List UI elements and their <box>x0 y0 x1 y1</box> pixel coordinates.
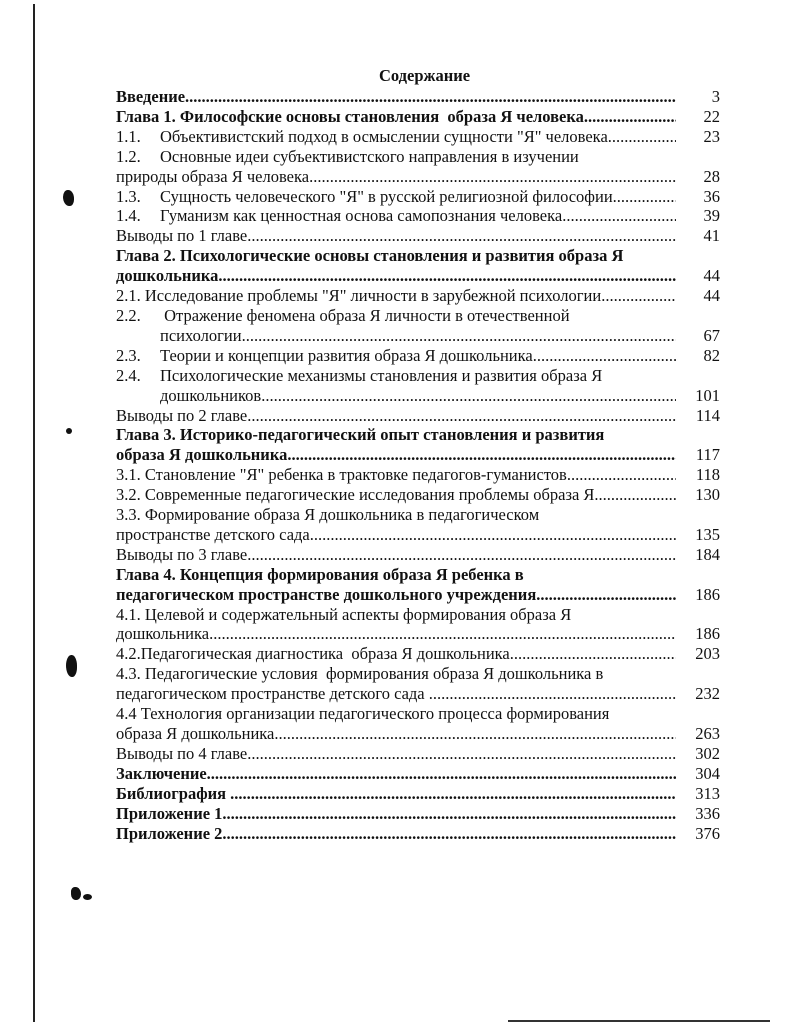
toc-page-number: 336 <box>695 803 720 823</box>
dot-leader <box>310 525 676 545</box>
toc-page-number: 304 <box>695 763 720 783</box>
toc-entry-number: 2.3. <box>116 345 141 365</box>
dot-leader <box>209 624 676 644</box>
dot-leader <box>594 485 676 505</box>
toc-entry <box>116 565 720 605</box>
toc-page-number: 130 <box>695 485 720 505</box>
toc-entry-text: дошкольника <box>116 624 210 644</box>
toc-page-number: 82 <box>703 345 720 365</box>
toc-page-number: 184 <box>695 544 720 564</box>
dot-leader <box>429 684 676 704</box>
toc-page-number: 22 <box>703 106 720 126</box>
toc-page-number: 3 <box>711 87 720 106</box>
toc-entry-text: Приложение 1 <box>116 803 223 823</box>
toc-entry-text: пространстве детского сада <box>116 524 310 544</box>
scan-blot <box>66 428 72 434</box>
toc-entry <box>116 824 720 844</box>
dot-leader <box>185 87 676 107</box>
toc-entry-text: Выводы по 4 главе <box>116 743 248 763</box>
scan-blot <box>71 887 81 900</box>
toc-entry-text: 4.3. Педагогические условия формирования образа Я дошкольника в <box>116 664 604 684</box>
toc-entry-text: Гуманизм как ценностная основа самопознания человека <box>160 206 563 226</box>
dot-leader <box>287 445 676 465</box>
dot-leader <box>533 346 676 366</box>
dot-leader <box>218 266 676 286</box>
toc-page-number: 186 <box>695 624 720 644</box>
toc-page-number: 41 <box>703 226 720 246</box>
dot-leader <box>617 187 676 207</box>
scan-blot <box>63 190 74 206</box>
toc-entry <box>116 127 720 147</box>
toc-entry-number: 1.4. <box>116 206 141 226</box>
toc-entry <box>116 306 720 346</box>
toc-entry-text: Отражение феномена образа Я личности в отечественной <box>160 305 570 325</box>
dot-leader <box>601 286 676 306</box>
toc-entry-text: Выводы по 2 главе <box>116 405 248 425</box>
toc-entry-number: 1.3. <box>116 186 141 206</box>
toc-entry <box>116 147 720 187</box>
dot-leader <box>562 206 676 226</box>
toc-entry-text: Объективистский подход в осмыслении сущности "Я" человека <box>160 126 608 146</box>
toc-page-number: 28 <box>703 166 720 186</box>
toc-entry-text: педагогическом пространстве детского сада <box>116 684 429 704</box>
toc-page-number: 302 <box>695 743 720 763</box>
bottom-scan-line <box>508 1020 770 1022</box>
toc-page-number: 186 <box>695 584 720 604</box>
left-margin-line <box>33 4 35 1022</box>
toc-page-number: 44 <box>703 266 720 286</box>
toc-entry-text: Глава 4. Концепция формирования образа Я ребенка в <box>116 564 524 584</box>
dot-leader <box>584 107 676 127</box>
toc-entry-text: Сущность человеческого "Я" в русской религиозной философии. <box>160 186 617 206</box>
toc-entry-text: 4.2.Педагогическая диагностика образа Я дошкольника <box>116 644 510 664</box>
toc-page-number: 44 <box>703 286 720 306</box>
page-title: Содержание <box>378 66 471 85</box>
toc-entry <box>116 744 720 764</box>
dot-leader <box>309 167 676 187</box>
toc-entry-text: педагогическом пространстве дошкольного учреждения <box>116 584 537 604</box>
dot-leader <box>230 784 676 804</box>
toc-entry <box>116 485 720 505</box>
toc-entry <box>116 505 720 545</box>
dot-leader <box>247 406 676 426</box>
dot-leader <box>247 545 676 565</box>
toc-entry-text: дошкольников <box>160 385 262 405</box>
toc-page-number: 118 <box>695 465 720 485</box>
table-of-contents <box>116 87 720 843</box>
toc-entry-text: 2.1. Исследование проблемы "Я" личности в зарубежной психологии <box>116 286 602 306</box>
toc-entry-text: Глава 2. Психологические основы становления и развития образа Я <box>116 246 624 266</box>
toc-page-number: 23 <box>703 126 720 146</box>
toc-page-number: 376 <box>695 823 720 843</box>
dot-leader <box>274 724 676 744</box>
toc-page-number: 313 <box>695 783 720 803</box>
toc-page-number: 263 <box>695 724 720 743</box>
toc-entry-text: Введение <box>116 87 186 106</box>
dot-leader <box>567 465 676 485</box>
dot-leader <box>222 804 676 824</box>
toc-entry-text: Основные идеи субъективистского направления в изучении <box>160 146 579 166</box>
toc-entry <box>116 226 720 246</box>
toc-entry-text: 3.1. Становление "Я" ребенка в трактовке педагогов-гуманистов <box>116 465 567 485</box>
toc-page-number: 135 <box>695 524 720 544</box>
toc-entry-text: психологии <box>160 325 242 345</box>
dot-leader <box>222 824 676 844</box>
toc-page-number: 101 <box>695 385 720 405</box>
toc-entry <box>116 764 720 784</box>
toc-entry <box>116 644 720 664</box>
toc-entry-number: 1.2. <box>116 146 141 166</box>
toc-entry <box>116 206 720 226</box>
toc-page-number: 117 <box>695 445 720 465</box>
toc-entry <box>116 346 720 366</box>
dot-leader <box>536 585 676 605</box>
toc-entry-text: Глава 1. Философские основы становления образа Я человека <box>116 106 584 126</box>
toc-entry-text: 4.4 Технология организации педагогического процесса формирования <box>116 704 610 724</box>
toc-entry <box>116 87 720 107</box>
dot-leader <box>510 644 676 664</box>
toc-entry <box>116 804 720 824</box>
toc-entry-text: Библиография <box>116 783 231 803</box>
dot-leader <box>261 386 676 406</box>
toc-entry-text: 4.1. Целевой и содержательный аспекты формирования образа Я <box>116 604 572 624</box>
toc-entry <box>116 704 720 744</box>
toc-entry-text: образа Я дошкольника <box>116 445 288 465</box>
toc-entry-text: 3.3. Формирование образа Я дошкольника в педагогическом <box>116 505 540 525</box>
dot-leader <box>247 226 676 246</box>
toc-entry-text: Заключение <box>116 763 207 783</box>
toc-entry-text: дошкольника <box>116 266 219 286</box>
toc-entry-text: Глава 3. Историко-педагогический опыт становления и развития <box>116 425 605 445</box>
toc-page-number: 36 <box>703 186 720 206</box>
dot-leader <box>608 127 676 147</box>
toc-entry <box>116 187 720 207</box>
toc-entry-text: Приложение 2 <box>116 823 223 843</box>
toc-entry <box>116 366 720 406</box>
toc-entry <box>116 246 720 286</box>
toc-entry <box>116 545 720 565</box>
toc-entry <box>116 664 720 704</box>
toc-entry <box>116 107 720 127</box>
toc-entry <box>116 406 720 426</box>
toc-entry-number: 2.4. <box>116 365 141 385</box>
toc-page-number: 203 <box>695 644 720 664</box>
toc-page-number: 232 <box>695 684 720 704</box>
toc-entry <box>116 286 720 306</box>
toc-page-number: 67 <box>703 325 720 345</box>
dot-leader <box>242 326 676 346</box>
toc-entry <box>116 605 720 645</box>
toc-page-number: 39 <box>703 206 720 226</box>
scan-blot <box>66 655 77 677</box>
toc-entry-text: Психологические механизмы становления и развития образа Я <box>160 365 603 385</box>
toc-entry-number: 1.1. <box>116 126 141 146</box>
toc-entry-text: 3.2. Современные педагогические исследования проблемы образа Я <box>116 485 595 505</box>
toc-entry <box>116 784 720 804</box>
dot-leader <box>247 744 676 764</box>
toc-entry-number: 2.2. <box>116 305 141 325</box>
scan-blot <box>83 894 92 900</box>
dot-leader <box>207 764 676 784</box>
toc-entry-text: образа Я дошкольника <box>116 724 275 743</box>
toc-entry <box>116 425 720 465</box>
toc-entry-text: природы образа Я человека <box>116 166 310 186</box>
toc-entry-text: Выводы по 3 главе <box>116 544 248 564</box>
toc-page-number: 114 <box>695 405 720 425</box>
toc-entry <box>116 465 720 485</box>
toc-entry-text: Теории и концепции развития образа Я дошкольника <box>160 345 533 365</box>
toc-entry-text: Выводы по 1 главе <box>116 226 248 246</box>
